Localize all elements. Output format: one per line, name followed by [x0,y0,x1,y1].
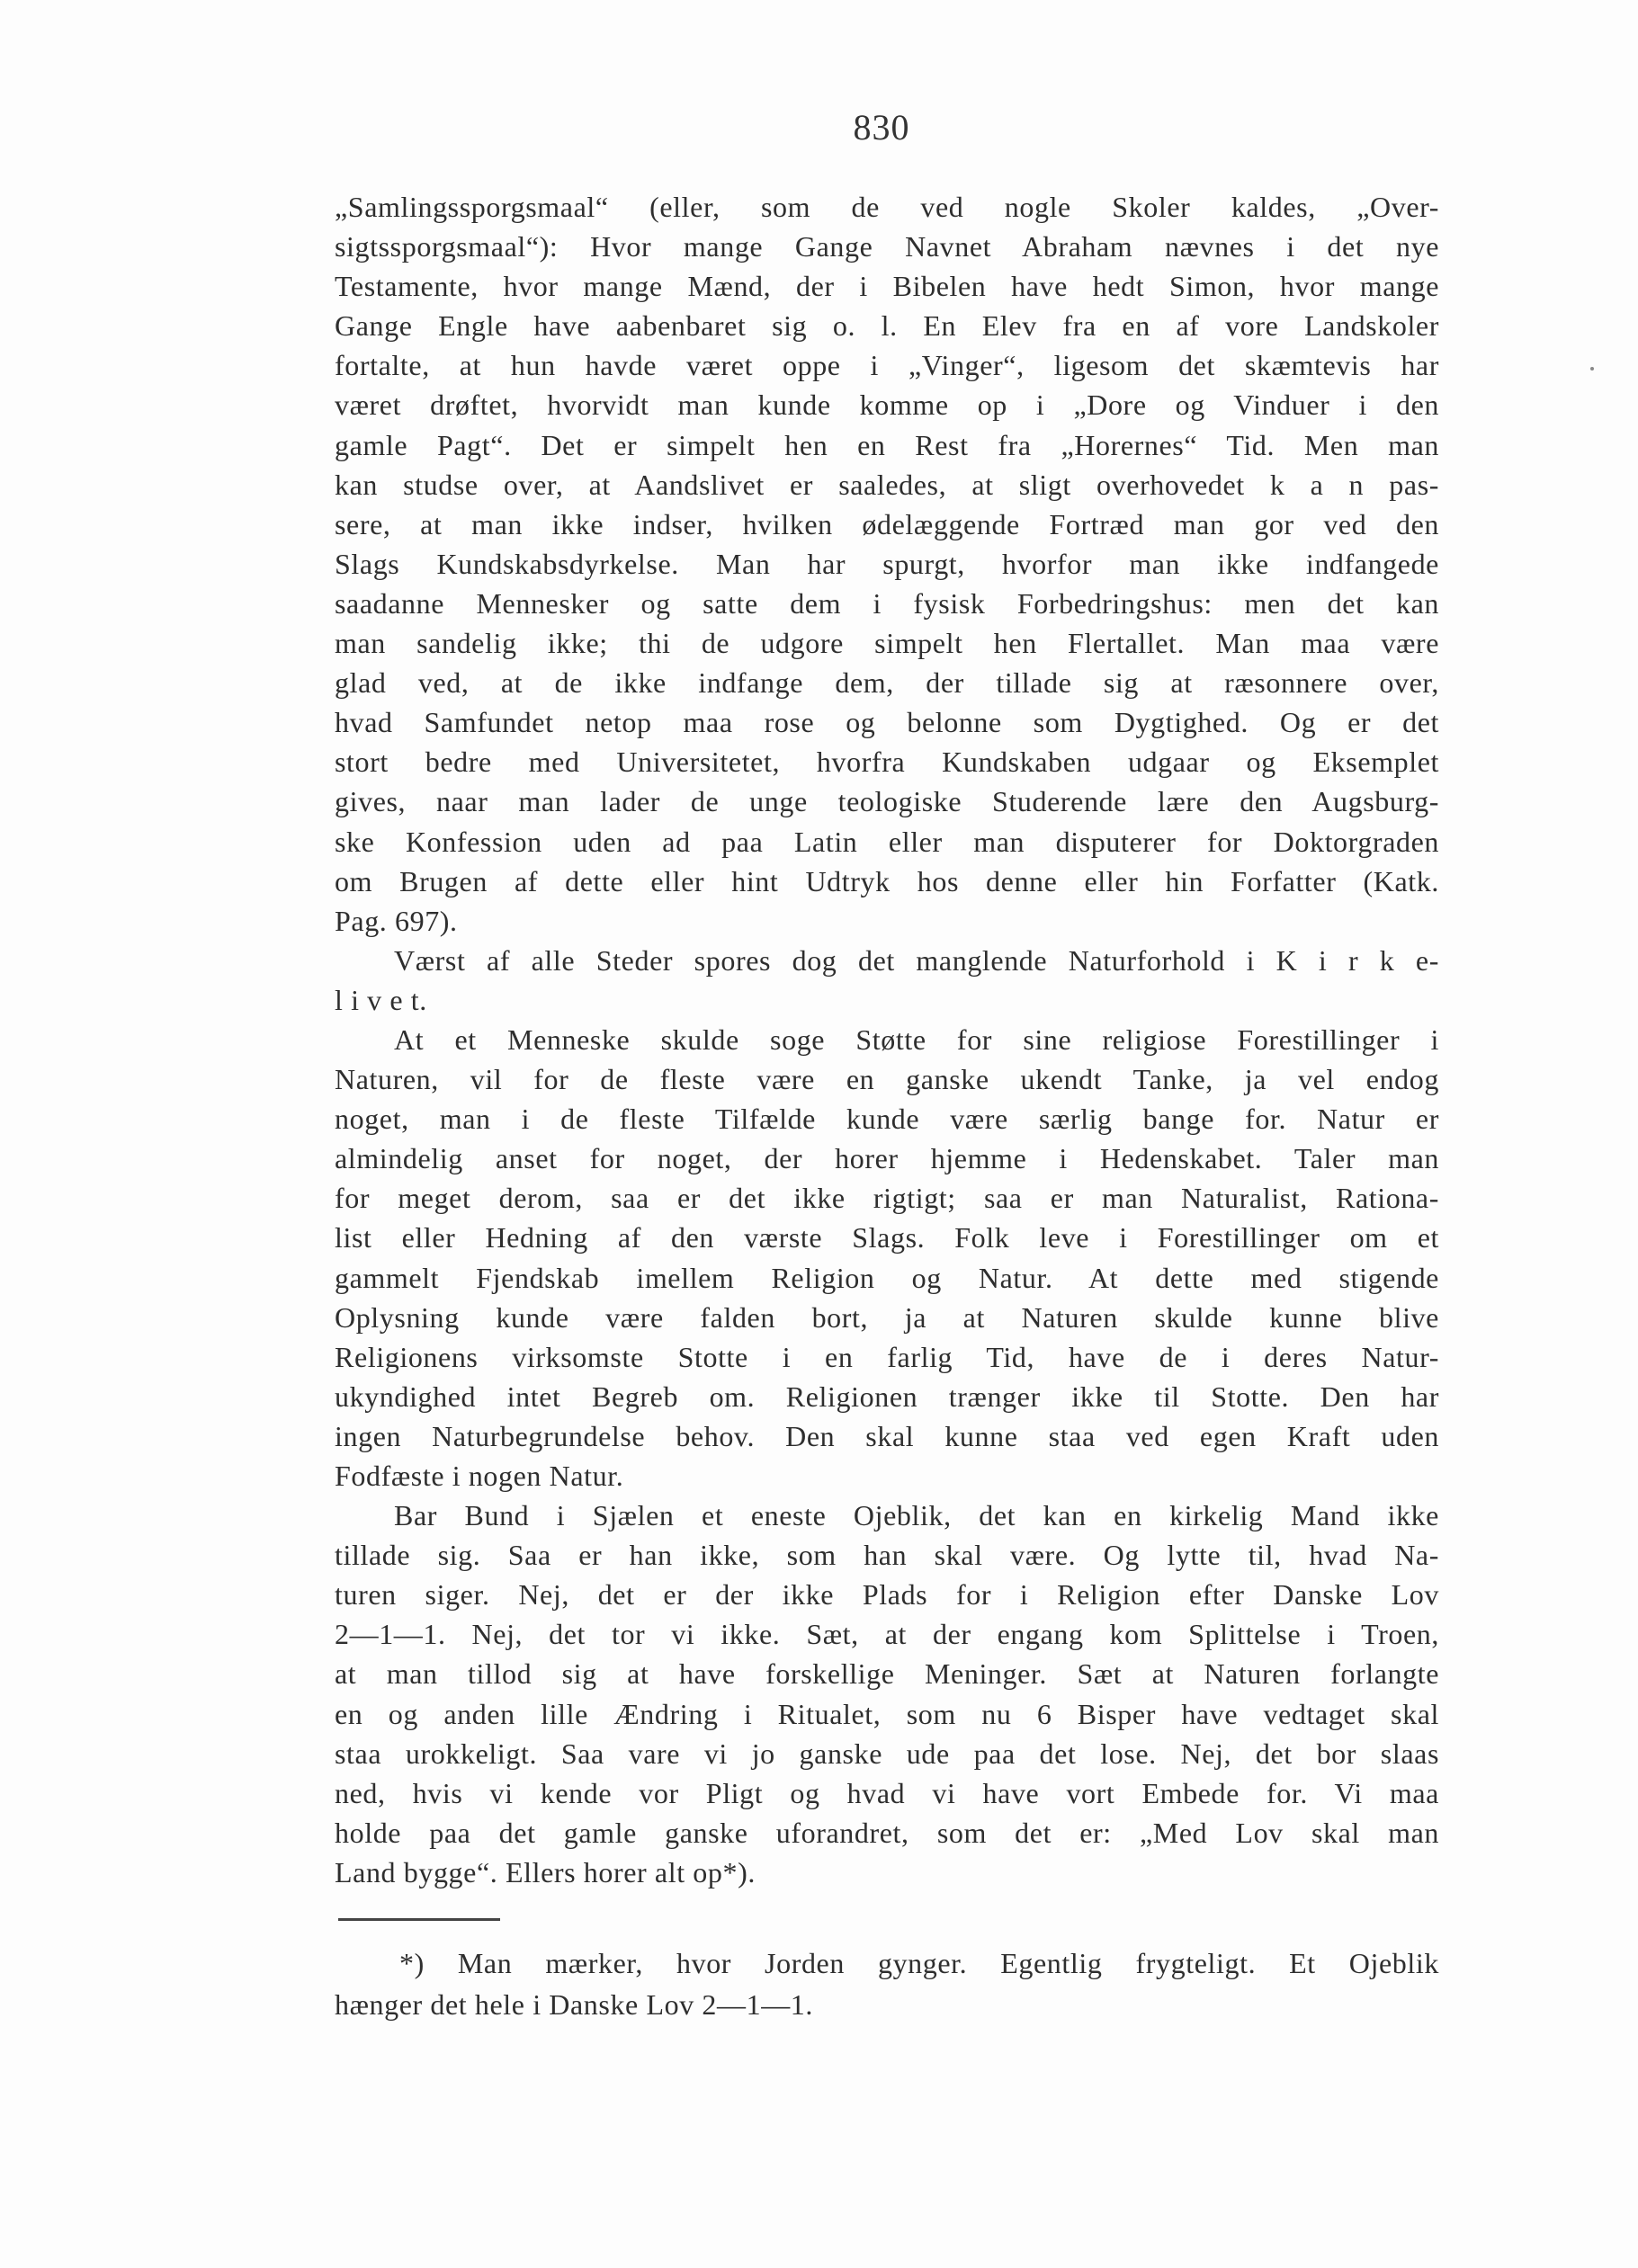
text-line: at man tillod sig at have forskellige Meninger. Sæt at Naturen forlangte [335,1657,1439,1691]
text-line: sigtssporgsmaal“): Hvor mange Gange Navnet Abraham nævnes i det nye [335,230,1439,263]
text-line: tillade sig. Saa er han ikke, som han skal være. Og lytte til, hvad Na- [335,1539,1439,1572]
text-line: været drøftet, hvorvidt man kunde komme op i „Dore og Vinduer i den [335,388,1439,422]
text-line: kan studse over, at Aandslivet er saaledes, at sligt overhovedet k a n pas- [335,468,1439,501]
text-line: staa urokkeligt. Saa vare vi jo ganske ude paa det lose. Nej, det bor slaas [335,1737,1439,1770]
text-line: Bar Bund i Sjælen et eneste Ojeblik, det kan en kirkelig Mand ikke [394,1499,1439,1532]
text-line: en og anden lille Ændring i Ritualet, som nu 6 Bisper have vedtaget skal [335,1697,1439,1730]
text-line: man sandelig ikke; thi de udgore simpelt hen Flertallet. Man maa være [335,627,1439,660]
text-line: Land bygge“. Ellers horer alt op*). [335,1855,756,1889]
text-line: ske Konfession uden ad paa Latin eller man disputerer for Doktorgraden [335,825,1439,858]
margin-speck [1590,367,1594,371]
text-line: Testamente, hvor mange Mænd, der i Bibelen have hedt Simon, hvor mange [335,270,1439,303]
footnote [335,1942,1439,2025]
text-line: for meget derom, saa er det ikke rigtigt; saa er man Naturalist, Rationa- [335,1182,1439,1215]
text-line: l i v e t. [335,983,427,1016]
text-line: Slags Kundskabsdyrkelse. Man har spurgt, hvorfor man ikke indfangede [335,547,1439,580]
text-line: Værst af alle Steder spores dog det manglende Naturforhold i K i r k e- [394,943,1439,977]
text-line: Gange Engle have aabenbaret sig o. l. En Elev fra en af vore Landskoler [335,309,1439,343]
text-line: Religionens virksomste Stotte i en farlig Tid, have de i deres Natur- [335,1340,1439,1373]
body-text [335,187,1439,1892]
text-line: At et Menneske skulde soge Støtte for sine religiose Forestillinger i [394,1022,1439,1056]
text-line: ukyndighed intet Begreb om. Religionen trænger ikke til Stotte. Den har [335,1380,1439,1413]
text-line: 2—1—1. Nej, det tor vi ikke. Sæt, at der engang kom Splittelse i Troen, [335,1618,1439,1651]
text-line: gamle Pagt“. Det er simpelt hen en Rest fra „Horernes“ Tid. Men man [335,428,1439,461]
text-line: almindelig anset for noget, der horer hjemme i Hedenskabet. Taler man [335,1142,1439,1175]
text-line: ingen Naturbegrundelse behov. Den skal kunne staa ved egen Kraft uden [335,1419,1439,1452]
text-line: noget, man i de fleste Tilfælde kunde være særlig bange for. Natur er [335,1103,1439,1136]
footnote-line: *) Man mærker, hvor Jorden gynger. Egentlig frygteligt. Et Ojeblik [399,1947,1439,1979]
text-line: Fodfæste i nogen Natur. [335,1460,624,1492]
text-line: fortalte, at hun havde været oppe i „Vinger“, ligesom det skæmtevis har [335,349,1439,382]
text-line: list eller Hedning af den værste Slags. Folk leve i Forestillinger om et [335,1221,1439,1255]
text-line: Oplysning kunde være falden bort, ja at Naturen skulde kunne blive [335,1300,1439,1334]
text-line: ned, hvis vi kende vor Pligt og hvad vi have vort Embede for. Vi maa [335,1776,1439,1809]
text-line: saadanne Mennesker og satte dem i fysisk Forbedringshus: men det kan [335,586,1439,620]
text-line: om Brugen af dette eller hint Udtryk hos denne eller hin Forfatter (Katk. [335,864,1439,897]
footnote-line: hænger det hele i Danske Lov 2—1—1. [335,1988,813,2021]
text-line: gammelt Fjendskab imellem Religion og Natur. At dette med stigende [335,1261,1439,1294]
text-line: hvad Samfundet netop maa rose og belonne som Dygtighed. Og er det [335,706,1439,739]
text-line: gives, naar man lader de unge teologiske Studerende lære den Augsburg- [335,785,1439,818]
text-line: stort bedre med Universitetet, hvorfra Kundskaben udgaar og Eksemplet [335,746,1439,779]
text-line: holde paa det gamle ganske uforandret, som det er: „Med Lov skal man [335,1816,1439,1849]
text-line: Naturen, vil for de fleste være en ganske ukendt Tanke, ja vel endog [335,1063,1439,1096]
text-line: glad ved, at de ikke indfange dem, der tillade sig at ræsonnere over, [335,666,1439,700]
text-line: „Samlingssporgsmaal“ (eller, som de ved nogle Skoler kaldes, „Over- [335,191,1439,223]
text-line: Pag. 697). [335,904,458,937]
footnote-divider [338,1918,500,1921]
page-number: 830 [853,107,910,147]
text-line: turen siger. Nej, det er der ikke Plads for i Religion efter Danske Lov [335,1578,1439,1612]
text-line: sere, at man ikke indser, hvilken ødelæggende Fortræd man gor ved den [335,507,1439,540]
